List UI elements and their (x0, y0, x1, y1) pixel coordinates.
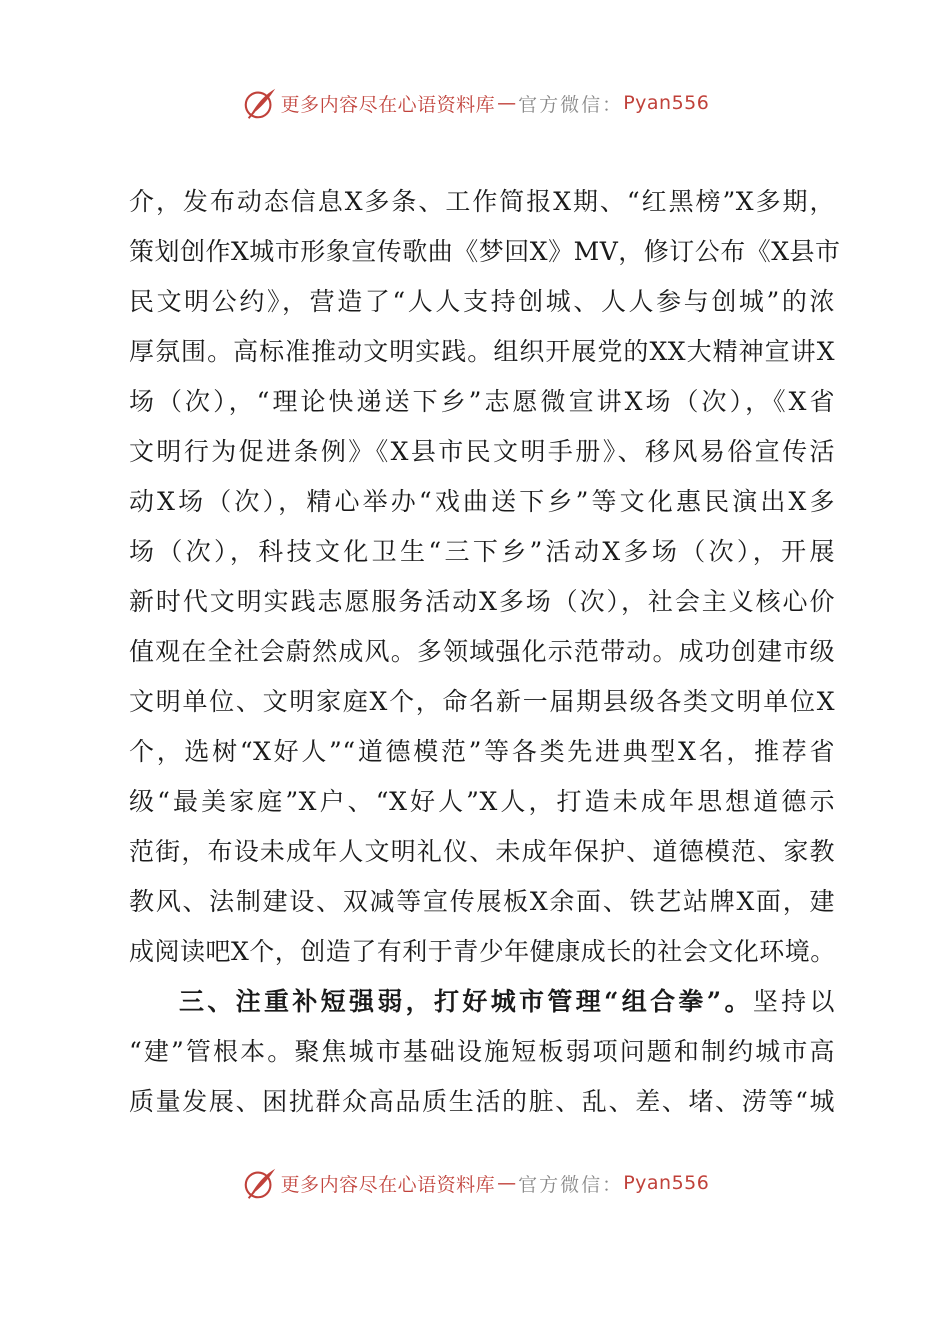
paragraph-line: 质量发展、困扰群众高品质生活的脏、乱、差、堵、涝等“城 (129, 1087, 835, 1116)
paragraph-line: 个，选树“X好人”“道德模范”等各类先进典型X名，推荐省 (129, 737, 835, 766)
watermark-label: 官方微信： (518, 1173, 624, 1196)
paragraph-line: “建”管根本。聚焦城市基础设施短板弱项问题和制约城市高 (129, 1037, 835, 1066)
quill-pen-icon (241, 1164, 279, 1202)
document-body (129, 177, 841, 1127)
paragraph-line: 成阅读吧X个，创造了有利于青少年健康成长的社会文化环境。 (129, 937, 836, 966)
paragraph-line: 新时代文明实践志愿服务活动X多场（次），社会主义核心价 (129, 587, 835, 616)
paragraph-line: 策划创作X城市形象宣传歌曲《梦回X》MV，修订公布《X县市 (129, 237, 841, 266)
watermark-wechat-id: Pyan556 (623, 92, 710, 114)
paragraph-line: 级“最美家庭”X户、“X好人”X人，打造未成年思想道德示 (129, 787, 835, 816)
paragraph-line: 民文明公约》，营造了“人人支持创城、人人参与创城”的浓 (129, 287, 835, 316)
paragraph-line: 介，发布动态信息X多条、工作简报X期、“红黑榜”X多期， (129, 187, 835, 216)
paragraph-line: 场（次），“理论快递送下乡”志愿微宣讲X场（次），《X省 (129, 387, 835, 416)
watermark-banner-bottom (0, 1163, 950, 1203)
paragraph-line: 范街，布设未成年人文明礼仪、未成年保护、道德模范、家教 (129, 837, 835, 866)
watermark-separator: — (497, 92, 517, 114)
watermark-banner-top (0, 83, 950, 123)
watermark-title: 更多内容尽在心语资料库 (280, 93, 496, 116)
watermark-label: 官方微信： (518, 93, 624, 116)
paragraph-line: 动X场（次），精心举办“戏曲送下乡”等文化惠民演出X多 (129, 487, 835, 516)
section-heading-line (129, 977, 835, 1027)
section-lead-text: 坚持以 (752, 987, 835, 1016)
paragraph-line: 文明行为促进条例》《X县市民文明手册》、移风易俗宣传活 (129, 437, 835, 466)
watermark-separator: — (497, 1172, 517, 1194)
paragraph-line: 文明单位、文明家庭X个，命名新一届期县级各类文明单位X (129, 687, 835, 716)
paragraph-line: 场（次），科技文化卫生“三下乡”活动X多场（次），开展 (129, 537, 835, 566)
quill-pen-icon (241, 84, 279, 122)
section-heading: 三、注重补短强弱，打好城市管理“组合拳”。 (179, 987, 753, 1016)
watermark-wechat-id: Pyan556 (623, 1172, 710, 1194)
paragraph-line: 教风、法制建设、双减等宣传展板X余面、铁艺站牌X面，建 (129, 887, 835, 916)
paragraph-line: 厚氛围。高标准推动文明实践。组织开展党的XX大精神宣讲X (129, 337, 835, 366)
watermark-title: 更多内容尽在心语资料库 (280, 1173, 496, 1196)
paragraph-line: 值观在全社会蔚然成风。多领域强化示范带动。成功创建市级 (129, 637, 835, 666)
